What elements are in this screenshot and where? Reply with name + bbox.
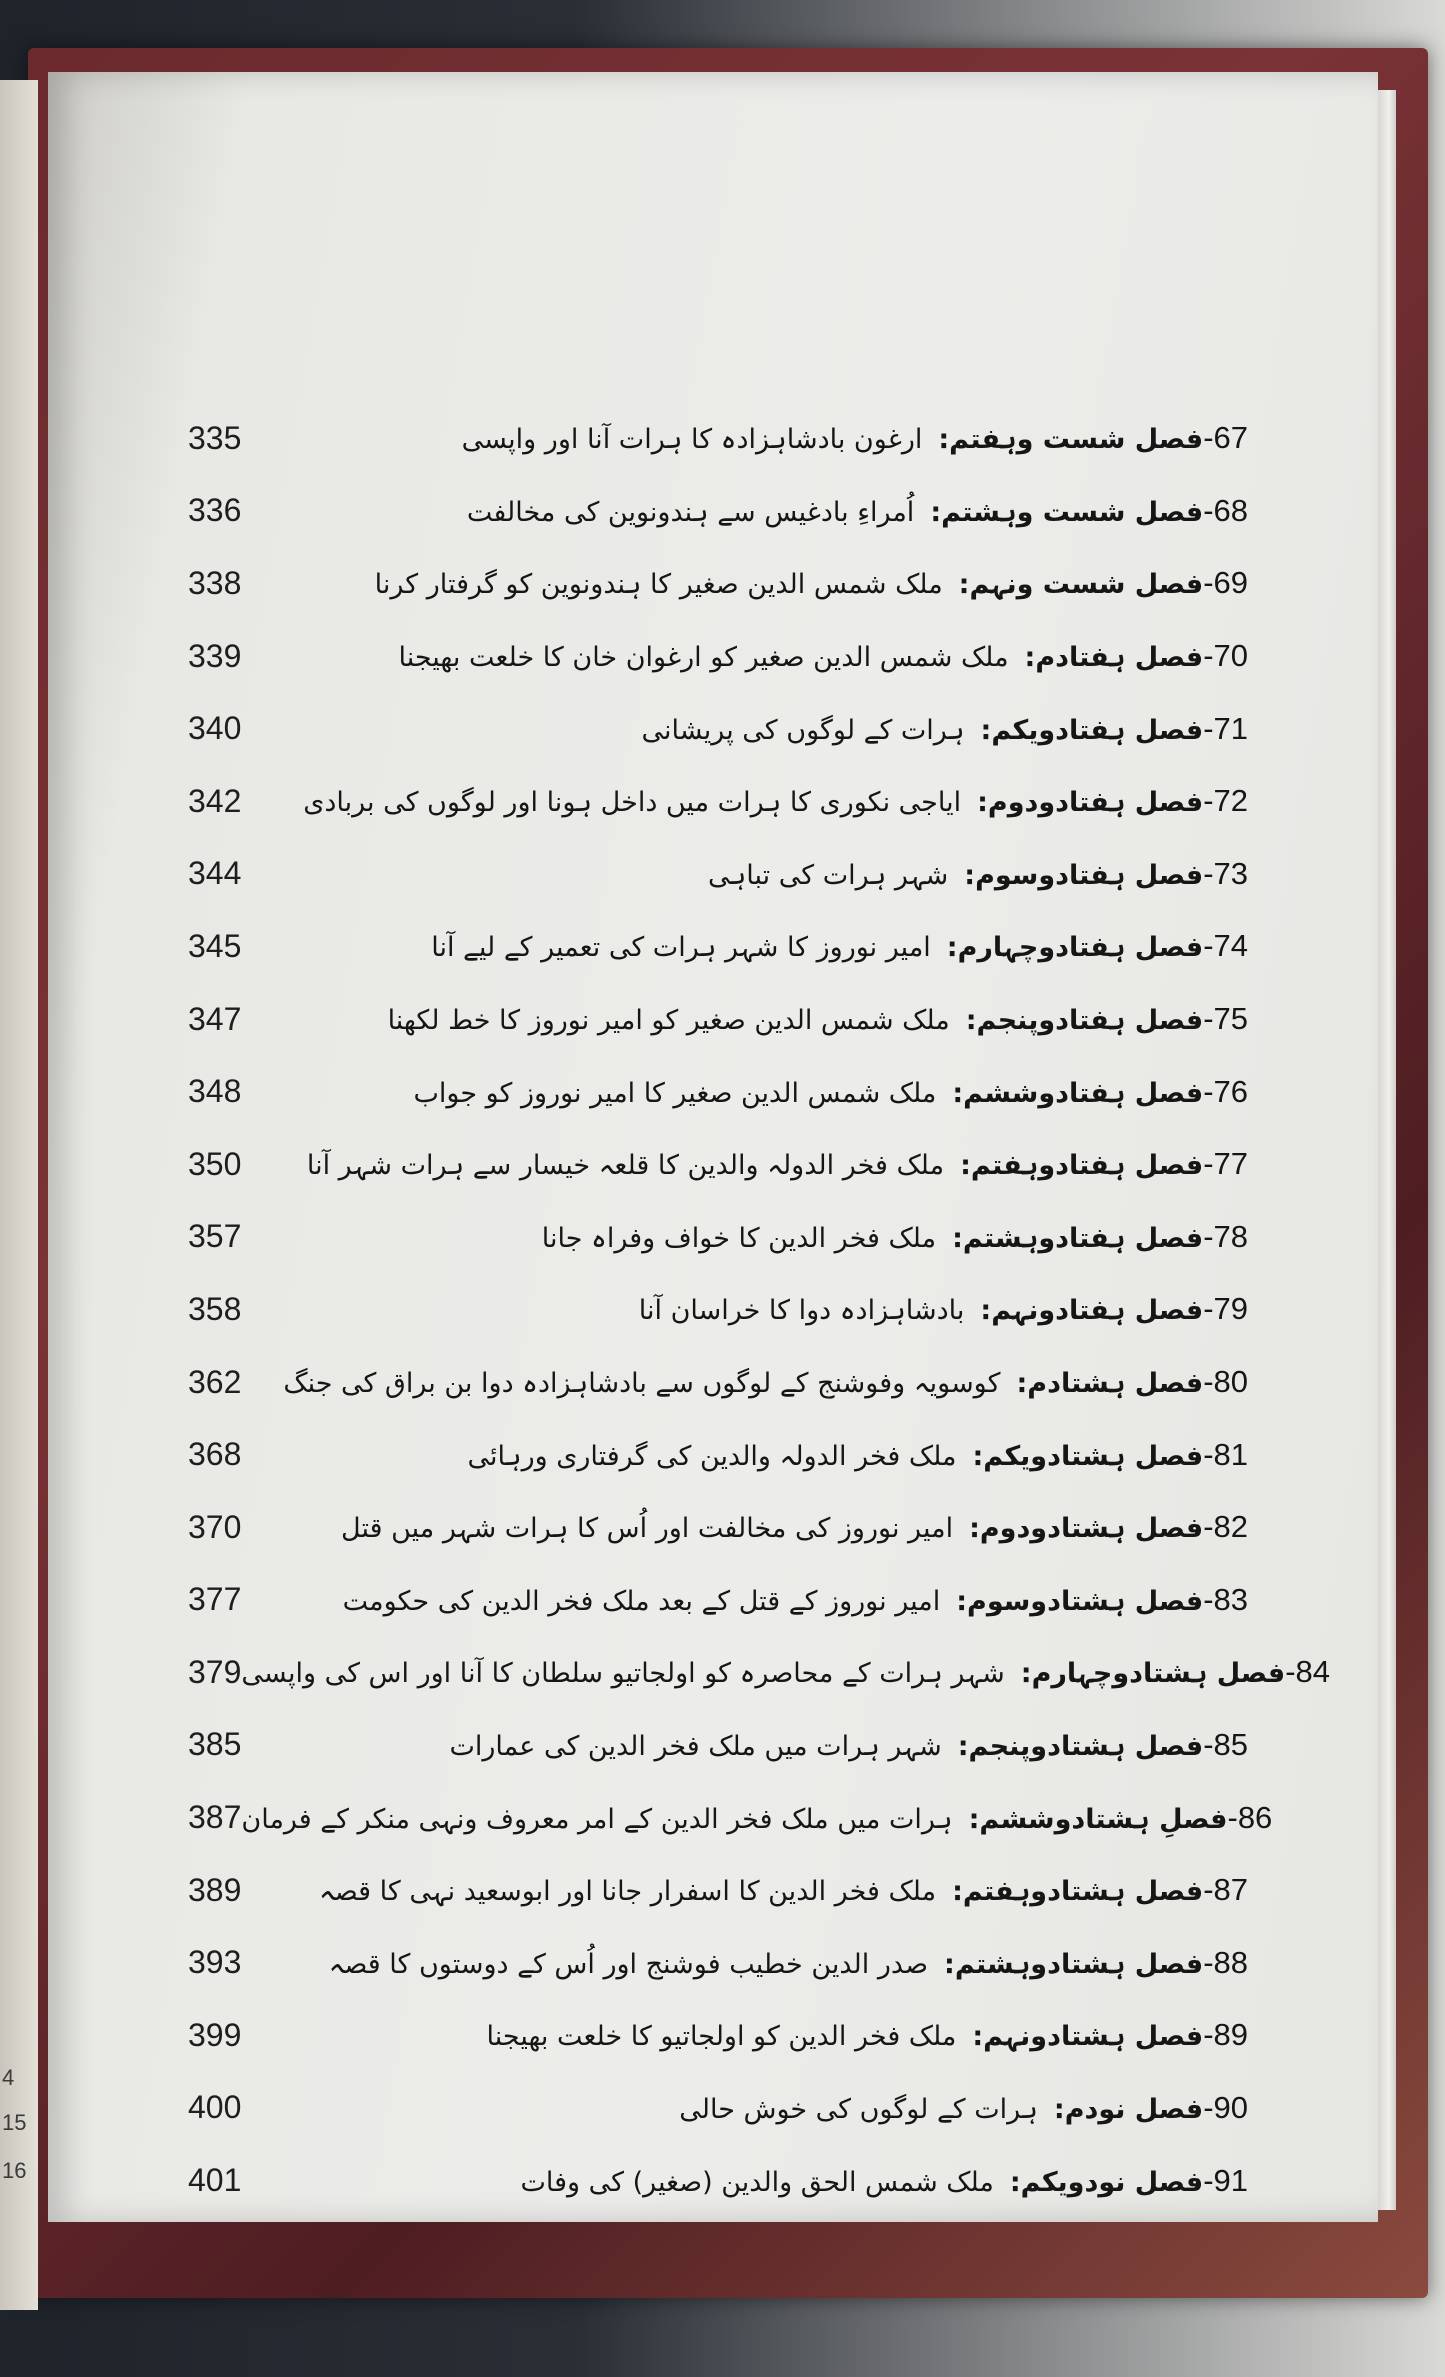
chapter-title: ہرات کے لوگوں کی خوش حالی: [679, 2093, 1038, 2125]
chapter-title: امیر نوروز کے قتل کے بعد ملک فخر الدین کی حکومت: [342, 1585, 941, 1617]
margin-fragment: 15: [2, 2110, 27, 2135]
entry-text: [298, 1509, 1248, 1545]
entry-text: [298, 1582, 1248, 1618]
page-number: 362: [188, 1363, 242, 1400]
margin-fragment: 16: [2, 2158, 27, 2183]
toc-entry: [188, 1346, 1248, 1419]
toc-entry: [188, 547, 1248, 620]
chapter-label: فصل نودویکم:: [1009, 2166, 1204, 2198]
entry-number: 83-: [1203, 1581, 1248, 1617]
page-number: 339: [188, 637, 242, 674]
page-number: 385: [188, 1726, 242, 1763]
entry-text: [298, 1727, 1248, 1763]
entry-text: [298, 1437, 1248, 1473]
chapter-title: ملک شمس الدین صغیر کو امیر نوروز کا خط لکھنا: [387, 1005, 950, 1037]
chapter-label: فصل نودم:: [1053, 2093, 1204, 2125]
entry-number: 68-: [1203, 492, 1248, 528]
chapter-title: ملک شمس الدین صغیر کا امیر نوروز کو جواب: [413, 1077, 937, 1109]
chapter-title: امیر نوروز کا شہر ہرات کی تعمیر کے لیے آنا: [431, 932, 931, 964]
page-number: 348: [188, 1073, 242, 1110]
chapter-title: صدر الدین خطیب فوشنج اور اُس کے دوستوں کا قصہ: [328, 1948, 929, 1980]
chapter-label: فصل ہفتادم:: [1024, 642, 1204, 674]
entry-number: 77-: [1203, 1146, 1248, 1182]
entry-number: 86-: [1227, 1799, 1273, 1835]
page-number: 350: [188, 1145, 242, 1182]
entry-number: 67-: [1203, 420, 1248, 456]
chapter-label: فصل ہفتادونہم:: [980, 1295, 1204, 1327]
page-number: 347: [188, 1000, 242, 1037]
toc-entry: [188, 838, 1248, 911]
toc-entry: [188, 2144, 1248, 2217]
page-number: 389: [188, 1871, 242, 1908]
table-of-contents: [188, 402, 1331, 2217]
chapter-label: فصل ہشتادوہشتم:: [944, 1948, 1204, 1980]
entry-number: 91-: [1203, 2162, 1248, 2198]
entry-text: [298, 856, 1248, 892]
chapter-label: فصل ہفتادودوم:: [977, 787, 1204, 819]
page-number: 358: [188, 1290, 242, 1327]
chapter-title: شہر ہرات کے محاصرہ کو اولجاتیو سلطان کا آنا اور اس کی واپسی: [241, 1658, 1005, 1690]
toc-entry: [188, 1781, 1273, 1854]
toc-entry: [188, 1055, 1248, 1128]
toc-entry: [188, 1999, 1248, 2072]
chapter-title: ملک شمس الدین صغیر کا ہندونوین کو گرفتار کرنا: [374, 569, 943, 601]
page-number: 379: [188, 1653, 242, 1690]
entry-number: 84-: [1285, 1654, 1331, 1690]
chapter-label: فصل شست وہفتم:: [938, 424, 1204, 456]
entry-number: 72-: [1203, 783, 1248, 819]
page-stack-edge: [1378, 90, 1396, 2210]
toc-entry: [188, 1201, 1248, 1274]
entry-number: 78-: [1203, 1218, 1248, 1254]
page-number: 377: [188, 1581, 242, 1618]
chapter-title: ملک فخر الدین کو اولجاتیو کا خلعت بھیجنا: [486, 2021, 957, 2053]
entry-text: [241, 1800, 1272, 1836]
entry-text: [298, 783, 1248, 819]
chapter-title: شہر ہرات میں ملک فخر الدین کی عمارات: [449, 1730, 942, 1762]
entry-number: 82-: [1203, 1509, 1248, 1545]
entry-number: 80-: [1203, 1364, 1248, 1400]
left-page-edge: [0, 80, 38, 2310]
chapter-title: کوسویہ وفوشنج کے لوگوں سے بادشاہزادہ دوا بن براق کی جنگ: [283, 1368, 1001, 1400]
entry-number: 73-: [1203, 855, 1248, 891]
chapter-label: فصل ہشتادوسوم:: [956, 1585, 1204, 1617]
chapter-title: ملک فخر الدولہ والدین کی گرفتاری ورہائی: [467, 1440, 957, 1472]
page-number: 400: [188, 2089, 242, 2126]
chapter-label: فصل شست ونہم:: [958, 569, 1204, 601]
entry-text: [298, 1001, 1248, 1037]
entry-text: [241, 1654, 1330, 1690]
toc-entry: [188, 910, 1248, 983]
toc-entry: [188, 475, 1248, 548]
chapter-title: ملک فخر الدین کا خواف وفراہ جانا: [541, 1222, 937, 1254]
chapter-title: ملک شمس الدین صغیر کو ارغوان خان کا خلعت بھیجنا: [398, 642, 1009, 674]
chapter-label: فصل ہفتادوہفتم:: [960, 1150, 1204, 1182]
entry-number: 71-: [1203, 710, 1248, 746]
toc-entry: [188, 1926, 1248, 1999]
page-number: 357: [188, 1218, 242, 1255]
toc-entry: [188, 402, 1248, 475]
book-page: [48, 72, 1378, 2222]
toc-entry: [188, 1418, 1248, 1491]
chapter-label: فصل ہفتادوششم:: [952, 1077, 1204, 1109]
page-number: 336: [188, 492, 242, 529]
page-number: 338: [188, 564, 242, 601]
chapter-label: فصل ہشتادوپنجم:: [957, 1730, 1204, 1762]
toc-entry: [188, 620, 1248, 693]
entry-text: [283, 1364, 1248, 1400]
entry-text: [298, 2090, 1248, 2126]
chapter-label: فصلِ ہشتادوششم:: [968, 1803, 1228, 1835]
chapter-label: فصل ہشتادوچہارم:: [1020, 1658, 1286, 1690]
entry-text: [298, 493, 1248, 529]
entry-text: [298, 1945, 1248, 1981]
chapter-title: بادشاہزادہ دوا کا خراسان آنا: [638, 1295, 965, 1327]
chapter-title: ارغون بادشاہزادہ کا ہرات آنا اور واپسی: [461, 424, 923, 456]
entry-text: [298, 565, 1248, 601]
chapter-label: فصل ہفتادوہشتم:: [952, 1222, 1204, 1254]
entry-number: 87-: [1203, 1872, 1248, 1908]
chapter-title: ملک شمس الحق والدین (صغیر) کی وفات: [520, 2166, 994, 2198]
chapter-title: ملک فخر الدین کا اسفرار جانا اور ابوسعید نہی کا قصہ: [318, 1876, 937, 1908]
page-number: 335: [188, 419, 242, 456]
entry-number: 88-: [1203, 1944, 1248, 1980]
toc-entry: [188, 765, 1248, 838]
toc-entry: [188, 1273, 1248, 1346]
toc-entry: [188, 983, 1248, 1056]
toc-entry: [188, 1709, 1248, 1782]
chapter-label: فصل ہفتادوسوم:: [964, 859, 1204, 891]
margin-fragment: 4: [2, 2065, 15, 2090]
toc-entry: [188, 2072, 1248, 2145]
entry-number: 79-: [1203, 1291, 1248, 1327]
chapter-label: فصل ہشتادونہم:: [972, 2021, 1204, 2053]
toc-entry: [188, 1636, 1331, 1709]
page-number: 401: [188, 2162, 242, 2199]
toc-entry: [188, 1854, 1248, 1927]
chapter-label: فصل ہشتادوہفتم:: [952, 1876, 1204, 1908]
chapter-label: فصل ہفتادوچہارم:: [946, 932, 1204, 964]
chapter-title: ہرات کے لوگوں کی پریشانی: [641, 714, 965, 746]
chapter-label: فصل شست وہشتم:: [930, 496, 1204, 528]
chapter-title: ایاجی نکوری کا ہرات میں داخل ہونا اور لوگوں کی بربادی: [303, 787, 962, 819]
toc-entry: [188, 1491, 1248, 1564]
toc-entry: [188, 1564, 1248, 1637]
entry-number: 70-: [1203, 638, 1248, 674]
entry-number: 81-: [1203, 1436, 1248, 1472]
chapter-title: ملک فخر الدولہ والدین کا قلعہ خیسار سے ہرات شہر آنا: [306, 1150, 945, 1182]
page-number: 370: [188, 1508, 242, 1545]
toc-entry: [188, 1128, 1248, 1201]
entry-number: 74-: [1203, 928, 1248, 964]
entry-text: [298, 2017, 1248, 2053]
chapter-title: ہرات میں ملک فخر الدین کے امر معروف ونہی منکر کے فرمان: [241, 1803, 953, 1835]
entry-text: [298, 1074, 1248, 1110]
page-number: 387: [188, 1799, 242, 1836]
entry-text: [298, 420, 1248, 456]
entry-text: [298, 711, 1248, 747]
page-number: 345: [188, 927, 242, 964]
chapter-title: اُمراءِ بادغیس سے ہندونوین کی مخالفت: [466, 496, 915, 528]
entry-number: 69-: [1203, 565, 1248, 601]
entry-text: [298, 1291, 1248, 1327]
toc-entry: [188, 692, 1248, 765]
page-number: 342: [188, 782, 242, 819]
entry-number: 85-: [1203, 1726, 1248, 1762]
entry-text: [298, 1219, 1248, 1255]
entry-number: 75-: [1203, 1001, 1248, 1037]
entry-text: [298, 1146, 1248, 1182]
page-number: 344: [188, 855, 242, 892]
chapter-title: شہر ہرات کی تباہی: [707, 859, 949, 891]
chapter-label: فصل ہشتادودوم:: [969, 1513, 1204, 1545]
entry-text: [298, 928, 1248, 964]
entry-number: 90-: [1203, 2089, 1248, 2125]
chapter-label: فصل ہفتادویکم:: [980, 714, 1204, 746]
entry-text: [298, 2163, 1248, 2199]
page-number: 399: [188, 2016, 242, 2053]
entry-text: [298, 638, 1248, 674]
entry-number: 89-: [1203, 2017, 1248, 2053]
page-number: 368: [188, 1436, 242, 1473]
page-number: 393: [188, 1944, 242, 1981]
entry-text: [298, 1872, 1248, 1908]
page-number: 340: [188, 710, 242, 747]
chapter-label: فصل ہشتادویکم:: [972, 1440, 1204, 1472]
entry-number: 76-: [1203, 1073, 1248, 1109]
chapter-label: فصل ہشتادم:: [1016, 1368, 1204, 1400]
chapter-label: فصل ہفتادوپنجم:: [965, 1005, 1204, 1037]
chapter-title: امیر نوروز کی مخالفت اور اُس کا ہرات شہر میں قتل: [341, 1513, 954, 1545]
